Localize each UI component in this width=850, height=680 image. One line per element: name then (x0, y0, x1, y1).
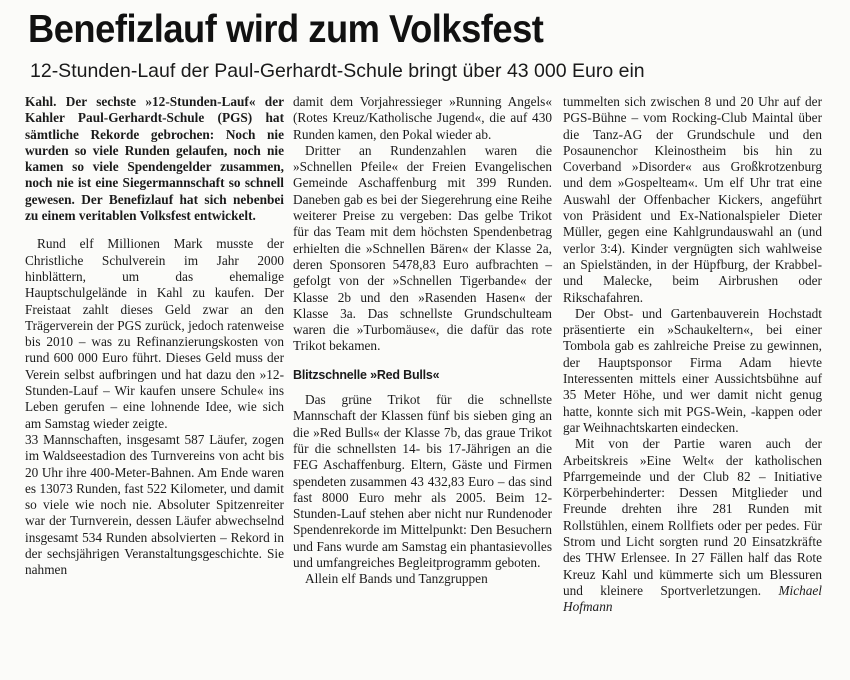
article-paragraph: Dritter an Rundenzahlen waren die »Schnellen Pfeile« der Freien Evangelischen Gemeinde Aschaffenburg mit 399 Runden. Daneben gab es bei der Siegerehrung eine Reihe weiterer Preise zu vergeben: Das gelbe Trikot für das Team mit dem höchsten Spendenbetrag erhielten die »Schnellen Bären« der Klasse 2a, deren Sponsoren 5478,83 Euro aufbrachten – gefolgt von der »Schnellen Tigerbande« der Klasse 2b und den »Rasenden Hasen« der Klasse 3a. Das schnellste Grundschulteam waren die »Turbomäuse«, die dafür das rote Trikot bekamen. (293, 142, 552, 354)
article-paragraph: Der Obst- und Gartenbauverein Hochstadt präsentierte ein »Schaukeltern«, bei einer Tombola gab es zahlreiche Preise zu gewinnen, der Hauptsponsor Firma Adam hievte Interessenten mittels einer Aussichtsbühne auf 35 Meter Höhe, und wer damit nicht genug hatte, konnte sich mit PGS-Wein, -kappen oder gar Weihnachtskarten eindecken. (563, 305, 822, 435)
article-headline: Benefizlauf wird zum Volksfest (28, 8, 544, 51)
article-column-3 (563, 94, 822, 616)
article-column-1 (25, 94, 284, 579)
article-paragraph-text: Mit von der Partie waren auch der Arbeitskreis »Eine Welt« der katholischen Pfarrgemeinde und der Club 82 – Initiative Körperbehinderter: Dessen Mitglieder und Freunde drehten ihre 281 Runden mit Rollstühlen, einem Rollfiets oder per pedes. Für Strom und Licht sorgten rund 20 Einsatzkräfte des THW Erlensee. In 27 Fällen half das Rote Kreuz Kahl und kümmerte sich um Blessuren und kleinere Sportverletzungen. (563, 436, 822, 598)
article-subhead: Blitzschnelle »Red Bulls« (293, 367, 440, 382)
article-subheadline: 12-Stunden-Lauf der Paul-Gerhardt-Schule bringt über 43 000 Euro ein (30, 60, 645, 82)
article-paragraph: 33 Mannschaften, insgesamt 587 Läufer, zogen im Waldseestadion des Turnvereins von acht bis 20 Uhr ihre 400-Meter-Bahnen. Am Ende waren es 13073 Runden, fast 522 Kilometer, und damit so viele wie noch nie. Absoluter Spitzenreiter war der Turnverein, dessen Läufer abwechselnd insgesamt 534 Runden absolvierten – Rekord in der sechsjährigen Veranstaltungsgeschichte. Sie nahmen (25, 431, 284, 578)
article-paragraph: Allein elf Bands und Tanzgruppen (305, 571, 488, 587)
article-column-2 (293, 94, 552, 588)
article-paragraph: Das grüne Trikot für die schnellste Mannschaft der Klassen fünf bis sieben ging an die »Red Bulls« der Klasse 7b, das graue Trikot für die schnellsten 14- bis 17-Jährigen an die FEG Aschaffenburg. Eltern, Gäste und Firmen spendeten zusammen 43 432,83 Euro – das sind fast 8000 Euro mehr als 2005. Beim 12-Stunden-Lauf stehen aber nicht nur Rundenoder Spendenrekorde im Mittelpunkt: Den Besuchern und Fans wurde am Samstag ein phantasievolles und umfangreiches Begleitprogramm geboten. (293, 392, 552, 571)
article-paragraph: Rund elf Millionen Mark musste der Christliche Schulverein im Jahr 2000 hinblättern, um das ehemalige Hauptschulgelände in Kahl zu kaufen. Der Freistaat zahlt dieses Geld zwar an den Trägerverein der PGS zurück, jedoch ratenweise bis 2010 – was zu Refinanzierungskosten von rund 600 000 Euro führt. Dieses Geld muss der Verein selbst aufbringen und hat dazu den »12-Stunden-Lauf – Wir kaufen unsere Schule« ins Leben gerufen – eine lohnende Idee, wie sich am Samstag wieder zeigte. (25, 236, 284, 431)
article-lead: Kahl. Der sechste »12-Stunden-Lauf« der Kahler Paul-Gerhardt-Schule (PGS) hat sämtliche Rekorde gebrochen: Noch nie wurden so viele Runden gelaufen, noch nie kamen so viele Spendengelder zusammen, noch nie ist eine Siegermannschaft so schnell gewesen. Der Benefizlauf hat sich nebenbei zu einem veritablen Volksfest entwickelt. (25, 94, 284, 224)
article-author: Michael Hofmann (563, 582, 823, 615)
article-paragraph: tummelten sich zwischen 8 und 20 Uhr auf der PGS-Bühne – vom Rocking-Club Maintal über die Tanz-AG der Grundschule und den Posaunenchor Kleinostheim bis hin zu Coverband »Disorder« aus Großkrotzenburg und dem »Gospelteam«. Um elf Uhr trat eine Auswahl der Offenbacher Kickers, angeführt von Präsident und Ex-Nationalspieler Dieter Müller, gegen eine Kahlgrundauswahl an (und verlor 3:4). Kinder vergnügten sich wahlweise an Spielständen, in der Hüpfburg, der Krabbel- und Malecke, beim Airbrushen oder Rikschafahren. (563, 94, 822, 305)
article-paragraph: damit dem Vorjahressieger »Running Angels« (Rotes Kreuz/Katholische Jugend«, die auf 430 Runden kamen, den Pokal wieder ab. (293, 94, 552, 142)
article-paragraph (563, 436, 822, 615)
